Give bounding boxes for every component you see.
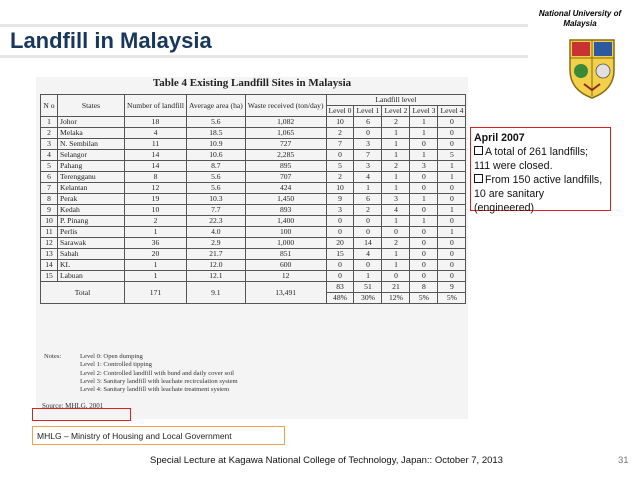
- row-area: 10.3: [186, 194, 245, 205]
- row-level-2: 1: [382, 128, 410, 139]
- row-area: 5.6: [186, 172, 245, 183]
- row-level-4: 1: [438, 227, 466, 238]
- row-number: 19: [125, 194, 187, 205]
- table-title: Table 4 Existing Landfill Sites in Malaysia: [152, 77, 352, 89]
- university-crest-icon: [566, 36, 618, 100]
- note-item: Level 1: Controlled tipping: [80, 361, 152, 369]
- row-level-2: 1: [382, 249, 410, 260]
- callout-item: From 150 active landfills, 10 are sanitary (engineered): [474, 174, 603, 214]
- row-level-3: 0: [410, 249, 438, 260]
- row-number: 12: [125, 183, 187, 194]
- note-item: Level 0: Open dumping: [80, 353, 143, 360]
- total-level-1: 51: [354, 282, 382, 293]
- row-level-3: 1: [410, 194, 438, 205]
- row-level-4: 0: [438, 216, 466, 227]
- total-level-2: 21: [382, 282, 410, 293]
- checkbox-bullet-icon: [474, 174, 483, 183]
- row-level-3: 0: [410, 205, 438, 216]
- callout-item: A total of 261 landfills; 111 were closed.: [474, 146, 589, 172]
- checkbox-bullet-icon: [474, 146, 483, 155]
- row-waste: 2,285: [245, 150, 326, 161]
- row-level-4: 1: [438, 161, 466, 172]
- row-area: 21.7: [186, 249, 245, 260]
- row-level-1: 0: [354, 260, 382, 271]
- row-level-1: 0: [354, 128, 382, 139]
- row-level-0: 10: [326, 117, 354, 128]
- row-level-1: 3: [354, 139, 382, 150]
- row-waste: 100: [245, 227, 326, 238]
- landfill-table-image: [36, 77, 468, 419]
- row-level-1: 14: [354, 238, 382, 249]
- row-level-1: 0: [354, 216, 382, 227]
- row-area: 10.9: [186, 139, 245, 150]
- total-label: Total: [41, 282, 125, 304]
- row-state: Sabah: [58, 249, 125, 260]
- row-waste: 424: [245, 183, 326, 194]
- total-area: 9.1: [186, 282, 245, 304]
- row-level-2: 1: [382, 183, 410, 194]
- header-waste: Waste received (ton/day): [245, 95, 326, 117]
- row-level-1: 0: [354, 227, 382, 238]
- header-level-1: Level 1: [354, 106, 382, 117]
- slide-title: Landfill in Malaysia: [10, 28, 212, 53]
- row-level-1: 2: [354, 205, 382, 216]
- row-level-4: 0: [438, 238, 466, 249]
- row-level-3: 0: [410, 227, 438, 238]
- row-waste: 1,000: [245, 238, 326, 249]
- row-level-0: 0: [326, 216, 354, 227]
- row-no: 8: [41, 194, 58, 205]
- header-states: States: [58, 95, 125, 117]
- row-no: 13: [41, 249, 58, 260]
- table-source: Source: MHLG, 2001: [42, 402, 104, 410]
- row-area: 12.1: [186, 271, 245, 282]
- row-number: 4: [125, 128, 187, 139]
- row-state: P. Pinang: [58, 216, 125, 227]
- row-level-3: 1: [410, 216, 438, 227]
- row-level-2: 1: [382, 260, 410, 271]
- row-level-0: 2: [326, 128, 354, 139]
- row-no: 9: [41, 205, 58, 216]
- row-level-2: 1: [382, 216, 410, 227]
- row-state: Melaka: [58, 128, 125, 139]
- table-row: [41, 150, 466, 161]
- landfill-table: [40, 94, 466, 304]
- table-row: [41, 238, 466, 249]
- row-level-1: 6: [354, 194, 382, 205]
- row-level-0: 15: [326, 249, 354, 260]
- row-level-0: 10: [326, 183, 354, 194]
- row-waste: 1,450: [245, 194, 326, 205]
- row-level-3: 1: [410, 117, 438, 128]
- table-notes: [44, 353, 238, 394]
- row-state: Sarawak: [58, 238, 125, 249]
- row-level-4: 0: [438, 249, 466, 260]
- row-no: 10: [41, 216, 58, 227]
- row-state: N. Sembilan: [58, 139, 125, 150]
- row-level-4: 5: [438, 150, 466, 161]
- row-no: 12: [41, 238, 58, 249]
- row-level-0: 3: [326, 205, 354, 216]
- abbreviation-note: MHLG – Ministry of Housing and Local Government: [32, 426, 285, 445]
- row-no: 11: [41, 227, 58, 238]
- header-level-2: Level 2: [382, 106, 410, 117]
- row-number: 20: [125, 249, 187, 260]
- total-level-3-percent: 5%: [410, 293, 438, 304]
- row-level-0: 0: [326, 271, 354, 282]
- row-level-0: 9: [326, 194, 354, 205]
- row-waste: 727: [245, 139, 326, 150]
- row-area: 18.5: [186, 128, 245, 139]
- row-level-1: 4: [354, 172, 382, 183]
- row-waste: 851: [245, 249, 326, 260]
- note-item: Level 2: Controlled landfill with bund and daily cover soil: [80, 369, 235, 377]
- header-number: Number of landfill: [125, 95, 187, 117]
- row-level-0: 0: [326, 150, 354, 161]
- table-row: [41, 260, 466, 271]
- row-level-0: 5: [326, 161, 354, 172]
- row-number: 14: [125, 161, 187, 172]
- header-level-0: Level 0: [326, 106, 354, 117]
- row-level-0: 0: [326, 227, 354, 238]
- header-level-3: Level 3: [410, 106, 438, 117]
- row-level-2: 0: [382, 271, 410, 282]
- row-level-2: 2: [382, 161, 410, 172]
- row-level-4: 1: [438, 205, 466, 216]
- total-level-4: 9: [438, 282, 466, 293]
- row-area: 10.6: [186, 150, 245, 161]
- row-level-4: 0: [438, 139, 466, 150]
- row-state: Kelantan: [58, 183, 125, 194]
- row-level-4: 0: [438, 117, 466, 128]
- row-level-3: 0: [410, 260, 438, 271]
- header-no: N o: [41, 95, 58, 117]
- table-row: [41, 249, 466, 260]
- row-number: 14: [125, 150, 187, 161]
- row-level-3: 3: [410, 161, 438, 172]
- row-no: 5: [41, 161, 58, 172]
- note-item: Level 3: Sanitary landfill with leachate recirculation system: [80, 377, 238, 385]
- row-number: 2: [125, 216, 187, 227]
- source-highlight-box: [32, 408, 131, 421]
- row-level-1: 4: [354, 249, 382, 260]
- total-row: [41, 282, 466, 293]
- total-level-2-percent: 12%: [382, 293, 410, 304]
- total-level-0-percent: 48%: [326, 293, 354, 304]
- row-level-2: 4: [382, 205, 410, 216]
- table-row: [41, 227, 466, 238]
- row-level-3: 1: [410, 128, 438, 139]
- row-level-4: 0: [438, 260, 466, 271]
- total-level-1-percent: 30%: [354, 293, 382, 304]
- notes-label: Notes:: [44, 353, 62, 360]
- row-no: 7: [41, 183, 58, 194]
- table-row: [41, 139, 466, 150]
- row-level-3: 0: [410, 238, 438, 249]
- header-level-4: Level 4: [438, 106, 466, 117]
- row-level-0: 7: [326, 139, 354, 150]
- row-state: Pahang: [58, 161, 125, 172]
- table-row: [41, 205, 466, 216]
- row-no: 6: [41, 172, 58, 183]
- table-row: [41, 271, 466, 282]
- row-state: Selangor: [58, 150, 125, 161]
- row-area: 7.7: [186, 205, 245, 216]
- row-level-3: 0: [410, 183, 438, 194]
- row-waste: 893: [245, 205, 326, 216]
- row-level-2: 3: [382, 194, 410, 205]
- row-level-1: 1: [354, 271, 382, 282]
- callout-box: [470, 127, 611, 214]
- row-area: 12.0: [186, 260, 245, 271]
- total-level-0: 83: [326, 282, 354, 293]
- row-area: 4.0: [186, 227, 245, 238]
- row-area: 5.6: [186, 117, 245, 128]
- row-level-0: 2: [326, 172, 354, 183]
- row-state: Perak: [58, 194, 125, 205]
- row-area: 8.7: [186, 161, 245, 172]
- row-level-2: 1: [382, 139, 410, 150]
- row-level-0: 0: [326, 260, 354, 271]
- row-level-4: 0: [438, 271, 466, 282]
- university-name: National University of Malaysia: [538, 9, 622, 28]
- row-level-4: 0: [438, 194, 466, 205]
- header-landfill-level: Landfill level: [326, 95, 466, 106]
- row-level-2: 1: [382, 172, 410, 183]
- row-level-2: 0: [382, 227, 410, 238]
- row-state: Johor: [58, 117, 125, 128]
- row-number: 36: [125, 238, 187, 249]
- row-waste: 707: [245, 172, 326, 183]
- table-row: [41, 128, 466, 139]
- table-row: [41, 194, 466, 205]
- row-level-0: 20: [326, 238, 354, 249]
- row-level-1: 1: [354, 183, 382, 194]
- table-row: [41, 172, 466, 183]
- note-item: Level 4: Sanitary landfill with leachate treatment system: [80, 386, 230, 394]
- row-number: 10: [125, 205, 187, 216]
- total-waste: 13,491: [245, 282, 326, 304]
- row-number: 1: [125, 271, 187, 282]
- row-waste: 1,065: [245, 128, 326, 139]
- row-state: KL: [58, 260, 125, 271]
- row-level-3: 0: [410, 139, 438, 150]
- row-waste: 12: [245, 271, 326, 282]
- row-no: 4: [41, 150, 58, 161]
- row-level-4: 0: [438, 128, 466, 139]
- row-level-2: 1: [382, 150, 410, 161]
- row-level-1: 6: [354, 117, 382, 128]
- row-state: Kedah: [58, 205, 125, 216]
- row-state: Terengganu: [58, 172, 125, 183]
- row-level-3: 0: [410, 271, 438, 282]
- table-row: [41, 161, 466, 172]
- row-area: 2.9: [186, 238, 245, 249]
- row-level-2: 2: [382, 238, 410, 249]
- row-level-3: 0: [410, 172, 438, 183]
- row-no: 1: [41, 117, 58, 128]
- row-waste: 1,400: [245, 216, 326, 227]
- row-waste: 1,082: [245, 117, 326, 128]
- table-row: [41, 117, 466, 128]
- row-state: Labuan: [58, 271, 125, 282]
- row-number: 11: [125, 139, 187, 150]
- table-row: [41, 183, 466, 194]
- row-no: 14: [41, 260, 58, 271]
- row-no: 15: [41, 271, 58, 282]
- row-number: 1: [125, 227, 187, 238]
- row-level-4: 0: [438, 183, 466, 194]
- total-number: 171: [125, 282, 187, 304]
- row-number: 18: [125, 117, 187, 128]
- row-waste: 895: [245, 161, 326, 172]
- row-level-1: 3: [354, 161, 382, 172]
- page-number: 31: [618, 455, 629, 466]
- row-no: 2: [41, 128, 58, 139]
- row-number: 1: [125, 260, 187, 271]
- total-level-4-percent: 5%: [438, 293, 466, 304]
- table-row: [41, 216, 466, 227]
- row-no: 3: [41, 139, 58, 150]
- header-area: Average area (ha): [186, 95, 245, 117]
- footer-text: Special Lecture at Kagawa National College of Technology, Japan:: October 7, 2013: [150, 455, 503, 466]
- row-area: 5.6: [186, 183, 245, 194]
- row-level-2: 2: [382, 117, 410, 128]
- row-waste: 600: [245, 260, 326, 271]
- row-area: 22.3: [186, 216, 245, 227]
- total-level-3: 8: [410, 282, 438, 293]
- row-level-1: 7: [354, 150, 382, 161]
- row-level-3: 1: [410, 150, 438, 161]
- row-number: 8: [125, 172, 187, 183]
- row-state: Perlis: [58, 227, 125, 238]
- callout-heading: April 2007: [474, 132, 525, 144]
- row-level-4: 1: [438, 172, 466, 183]
